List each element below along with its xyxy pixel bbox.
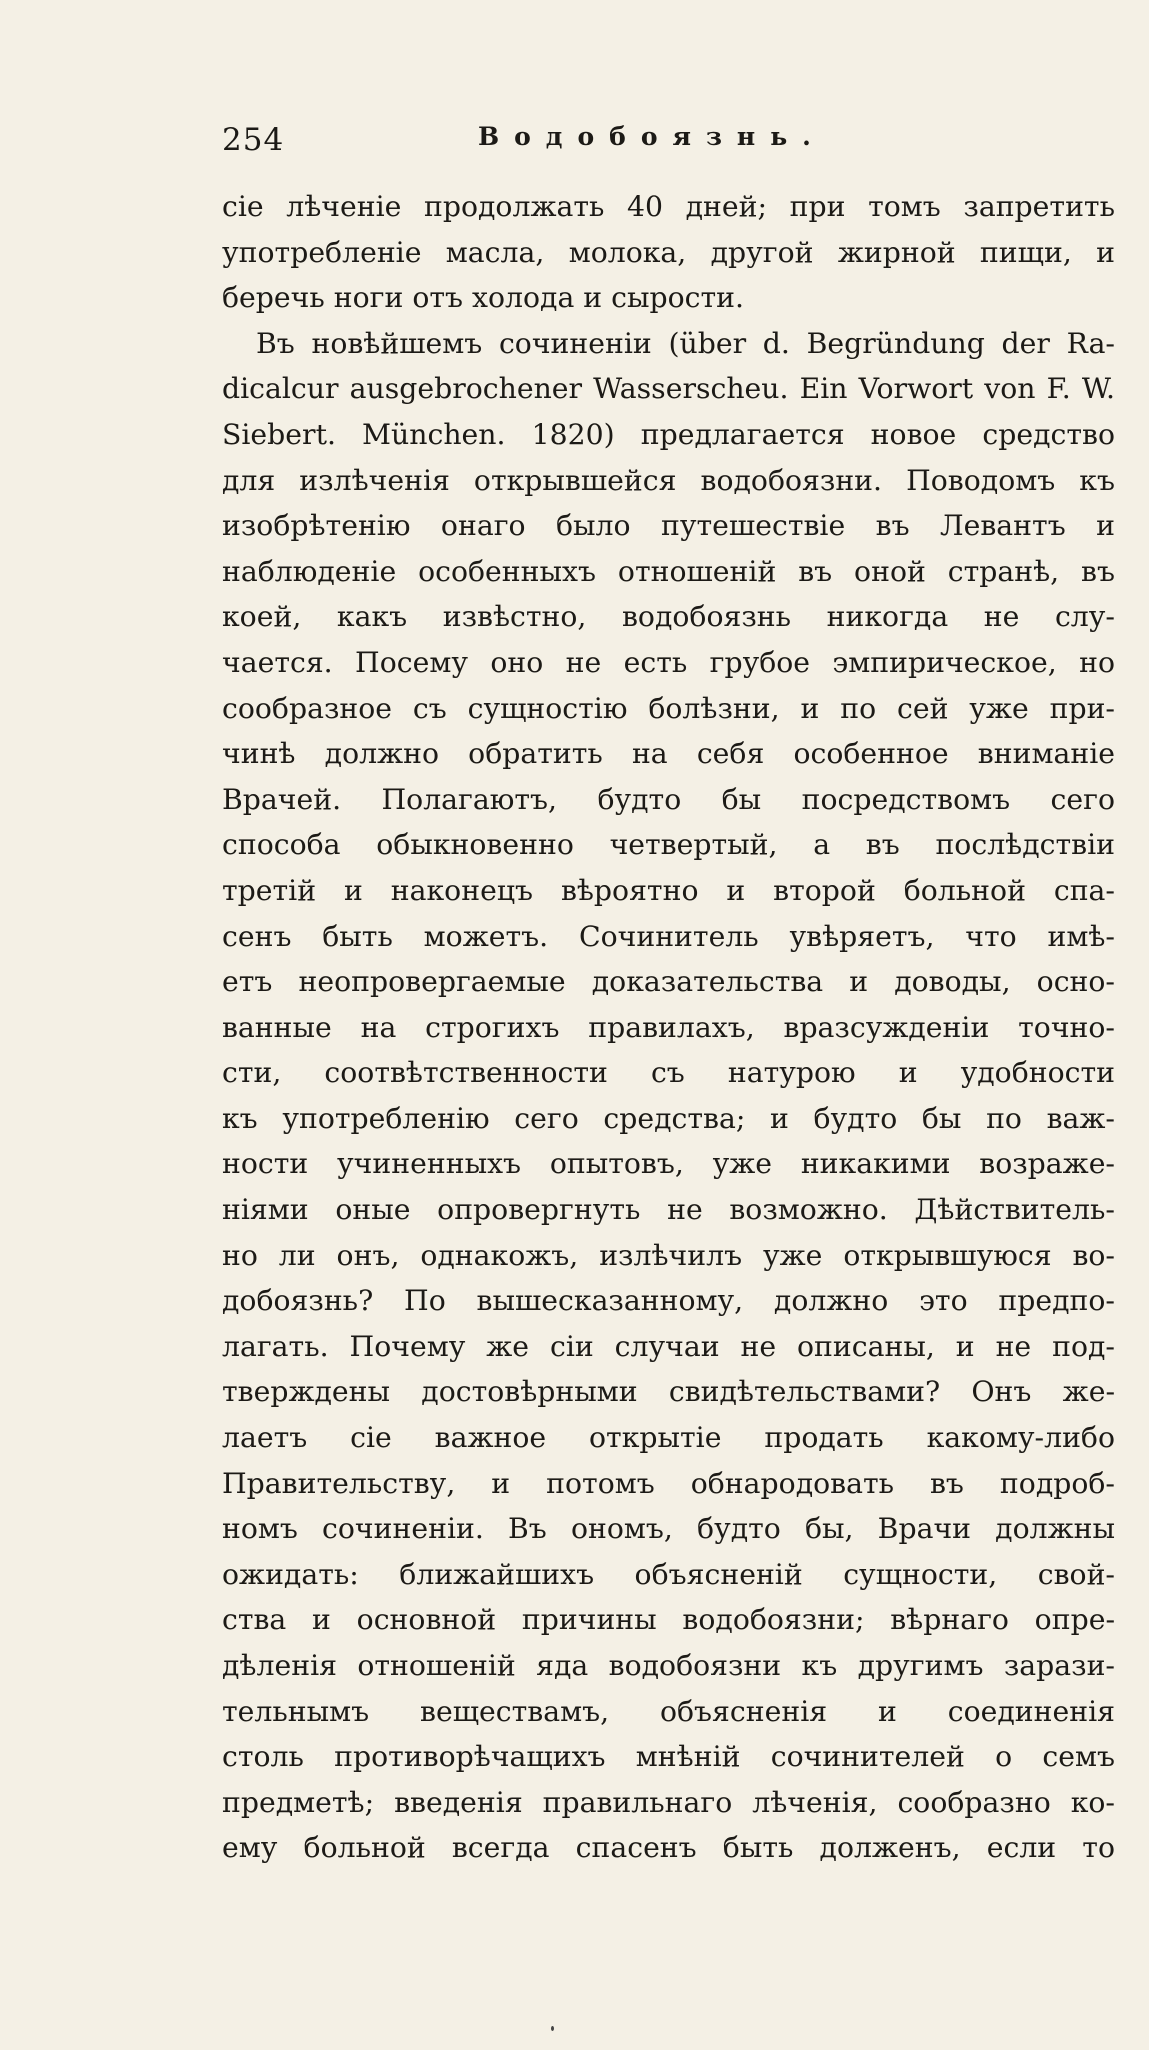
text-line: ожидать: ближайшихъ объясненій сущности, свой- <box>222 1557 1115 1591</box>
body-text <box>222 184 1115 1871</box>
page-number: 254 <box>222 122 285 158</box>
text-line: ему больной всегда спасенъ быть долженъ, если то <box>222 1831 1115 1865</box>
text-line: для излѣченія открывшейся водобоязни. Поводомъ къ <box>222 463 1115 497</box>
text-line: третій и наконецъ вѣроятно и второй больной спа- <box>222 873 1115 907</box>
text-line: добоязнь? По вышесказанному, должно это предпо- <box>222 1284 1115 1318</box>
page-header <box>222 122 1122 162</box>
text-line: ніями оные опровергнуть не возможно. Дѣйствитель- <box>222 1193 1115 1227</box>
text-line: номъ сочиненіи. Въ ономъ, будто бы, Врачи должны <box>222 1512 1115 1546</box>
text-line: способа обыкновенно четвертый, а въ послѣдствіи <box>222 828 1115 862</box>
text-line: но ли онъ, однакожъ, излѣчилъ уже открывшуюся во- <box>222 1238 1115 1272</box>
text-line: лагать. Почему же сіи случаи не описаны, и не под- <box>222 1329 1115 1363</box>
text-line: сообразное съ сущностію болѣзни, и по сей уже при- <box>222 691 1115 725</box>
text-line: предметѣ; введенія правильнаго лѣченія, сообразно ко- <box>222 1785 1115 1819</box>
text-line: Siebert. München. 1820) предлагается новое средство <box>222 417 1115 451</box>
paragraph-first-line: Въ новѣйшемъ сочиненіи (über d. Begründung der Ra- <box>256 326 1115 360</box>
text-line: наблюденіе особенныхъ отношеній въ оной странѣ, въ <box>222 554 1115 588</box>
text-line: къ употребленію сего средства; и будто бы по важ- <box>222 1101 1115 1135</box>
text-line: сенъ быть можетъ. Сочинитель увѣряетъ, что имѣ- <box>222 919 1115 953</box>
text-line: лаетъ сіе важное открытіе продать какому-либо <box>222 1421 1115 1455</box>
text-line: ства и основной причины водобоязни; вѣрнаго опре- <box>222 1603 1115 1637</box>
ink-speck <box>551 2026 554 2031</box>
text-line: чинѣ должно обратить на себя особенное вниманіе <box>222 737 1115 771</box>
text-line: Врачей. Полагаютъ, будто бы посредствомъ сего <box>222 782 1115 816</box>
text-line: изобрѣтенію онаго было путешествіе въ Левантъ и <box>222 509 1115 543</box>
text-line: беречь ноги отъ холода и сырости. <box>222 281 745 315</box>
text-line: употребленіе масла, молока, другой жирной пищи, и <box>222 235 1115 269</box>
running-title: Водобоязнь. <box>478 122 826 151</box>
text-line: етъ неопровергаемые доказательства и доводы, осно- <box>222 965 1115 999</box>
text-line: сіе лѣченіе продолжать 40 дней; при томъ запретить <box>222 190 1115 223</box>
text-line: dicalcur ausgebrochener Wasserscheu. Ein Vorwort von F. W. <box>222 372 1115 406</box>
text-line: Правительству, и потомъ обнародовать въ подроб- <box>222 1466 1115 1500</box>
text-line: чается. Посему оно не есть грубое эмпирическое, но <box>222 645 1115 679</box>
text-line: дѣленія отношеній яда водобоязни къ другимъ зарази- <box>222 1649 1115 1682</box>
text-line: тельнымъ веществамъ, объясненія и соединенія <box>222 1694 1115 1728</box>
text-line: коей, какъ извѣстно, водобоязнь никогда не слу- <box>222 600 1115 634</box>
text-line: тверждены достовѣрными свидѣтельствами? Онъ же- <box>222 1375 1115 1409</box>
text-line: ности учиненныхъ опытовъ, уже никакими возраже- <box>222 1147 1115 1181</box>
text-line: сти, соотвѣтственности съ натурою и удобности <box>222 1056 1115 1090</box>
text-line: столь противорѣчащихъ мнѣній сочинителей о семъ <box>222 1740 1115 1774</box>
text-line: ванные на строгихъ правилахъ, вразсужденіи точно- <box>222 1010 1115 1044</box>
